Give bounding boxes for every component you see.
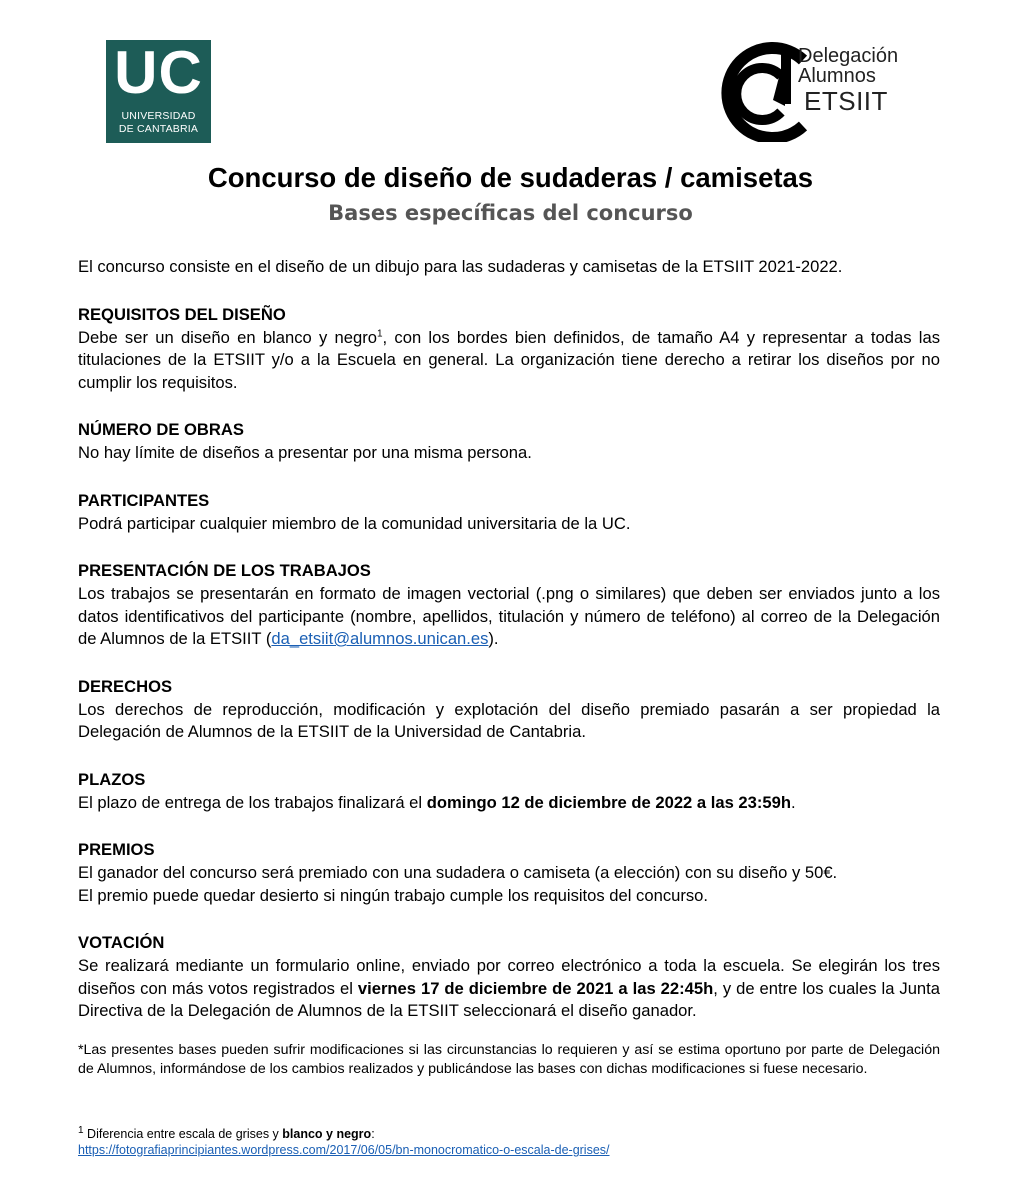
delegacion-logo-line-2: Alumnos — [798, 65, 876, 87]
deadline-date: domingo 12 de diciembre de 2022 a las 23:59h — [426, 792, 791, 812]
footnote-text — [78, 1126, 940, 1142]
uc-logo-letters: UC — [114, 39, 203, 106]
section-plazos — [78, 768, 940, 815]
section-heading: REQUISITOS DEL DISEÑO — [78, 304, 286, 324]
section-text: Podrá participar cualquier miembro de la comunidad universitaria de la UC. — [78, 513, 631, 533]
modification-note: *Las presentes bases pueden sufrir modificaciones si las circunstancias lo requieren y así se estima oportuno por parte de Delegación de Alumnos, informándose de los cambios realizados y publicándose las bases con dichas modificaciones si fuese necesario. — [78, 1041, 940, 1077]
delegacion-alumnos-logo — [715, 40, 925, 145]
section-heading: VOTACIÓN — [78, 933, 165, 952]
document-body — [78, 256, 940, 1079]
text-fragment: El plazo de entrega de los trabajos finalizará el — [78, 792, 427, 812]
section-votacion — [78, 931, 940, 1023]
section-text — [78, 955, 940, 1023]
document-subtitle: Bases específicas del concurso — [328, 201, 693, 225]
section-participantes — [78, 489, 940, 536]
text-fragment: Debe ser un diseño en blanco y negro — [78, 327, 377, 347]
footnote-url-link[interactable]: https://fotografiaprincipiantes.wordpress.com/2017/06/05/bn-monocromatico-o-escala-de-grises/ — [78, 1143, 610, 1157]
text-fragment-bold: blanco y negro — [282, 1127, 372, 1141]
footnote-reference: 1 — [376, 327, 383, 339]
section-text — [78, 327, 940, 395]
universidad-cantabria-logo — [106, 40, 211, 143]
text-fragment: , con los bordes bien definidos, de tamaño A4 y representar a todas las titulaciones de la ETSIIT y/o a la Escuela en general. La organización tiene derecho a retirar los diseños por no cumplir los requisitos. — [78, 327, 940, 392]
section-text: No hay límite de diseños a presentar por una misma persona. — [78, 443, 532, 462]
uc-logo-line-1: UNIVERSIDAD — [121, 110, 196, 122]
document-title: Concurso de diseño de sudaderas / camisetas — [207, 162, 814, 193]
footnote-number: 1 — [78, 1124, 84, 1136]
section-text: El premio puede quedar desierto si ningún trabajo cumple los requisitos del concurso. — [78, 885, 709, 905]
text-fragment: , y de entre los cuales la Junta Directiva de la Delegación de Alumnos de la ETSIIT seleccionará el diseño ganador. — [78, 978, 940, 1020]
delegacion-logo-line-3: ETSIIT — [804, 86, 888, 116]
section-heading: PARTICIPANTES — [78, 490, 210, 510]
section-text: Los derechos de reproducción, modificación y explotación del diseño premiado pasarán a ser propiedad la Delegación de Alumnos de la ETSIIT de la Universidad de Cantabria. — [78, 699, 940, 741]
text-fragment: Se realizará mediante un formulario online, enviado por correo electrónico a toda la escuela. Se elegirán los tres diseños con más votos registrados el — [78, 956, 940, 998]
section-heading: NÚMERO DE OBRAS — [78, 420, 244, 439]
text-fragment: Los trabajos se presentarán en formato de imagen vectorial (.png o similares) que deben ser enviados junto a los datos identificativos del participante (nombre, apellidos, titulación y número de teléfono) al correo de la Delegación de Alumnos de la ETSIIT ( — [78, 584, 940, 648]
text-fragment: ). — [488, 629, 499, 648]
section-text — [78, 792, 940, 815]
section-text — [78, 583, 940, 651]
section-premios — [78, 838, 940, 907]
text-fragment: : — [371, 1127, 375, 1141]
delegacion-logo-line-1: Delegación — [798, 45, 899, 67]
uc-logo-line-2: DE CANTABRIA — [118, 123, 199, 135]
text-fragment: Diferencia entre escala de grises y — [83, 1127, 283, 1141]
section-presentacion — [78, 559, 940, 651]
text-fragment: . — [790, 792, 796, 812]
delegacion-logo-text — [798, 46, 898, 116]
section-derechos — [78, 675, 940, 744]
email-link[interactable]: da_etsiit@alumnos.unican.es — [271, 629, 489, 648]
section-numero-obras — [78, 418, 940, 465]
section-heading: PLAZOS — [78, 769, 146, 789]
voting-date: viernes 17 de diciembre de 2021 a las 22:45h — [357, 978, 714, 998]
section-heading: PRESENTACIÓN DE LOS TRABAJOS — [78, 561, 371, 580]
intro-paragraph: El concurso consiste en el diseño de un dibujo para las sudaderas y camisetas de la ETSIIT 2021-2022. — [78, 257, 843, 276]
footnote — [78, 1126, 940, 1158]
section-heading: DERECHOS — [78, 676, 173, 696]
section-heading: PREMIOS — [78, 840, 155, 859]
uc-logo-subtitle — [106, 110, 211, 136]
section-requisitos — [78, 303, 940, 395]
section-text: El ganador del concurso será premiado con una sudadera o camiseta (a elección) con su diseño y 50€. — [78, 863, 838, 882]
